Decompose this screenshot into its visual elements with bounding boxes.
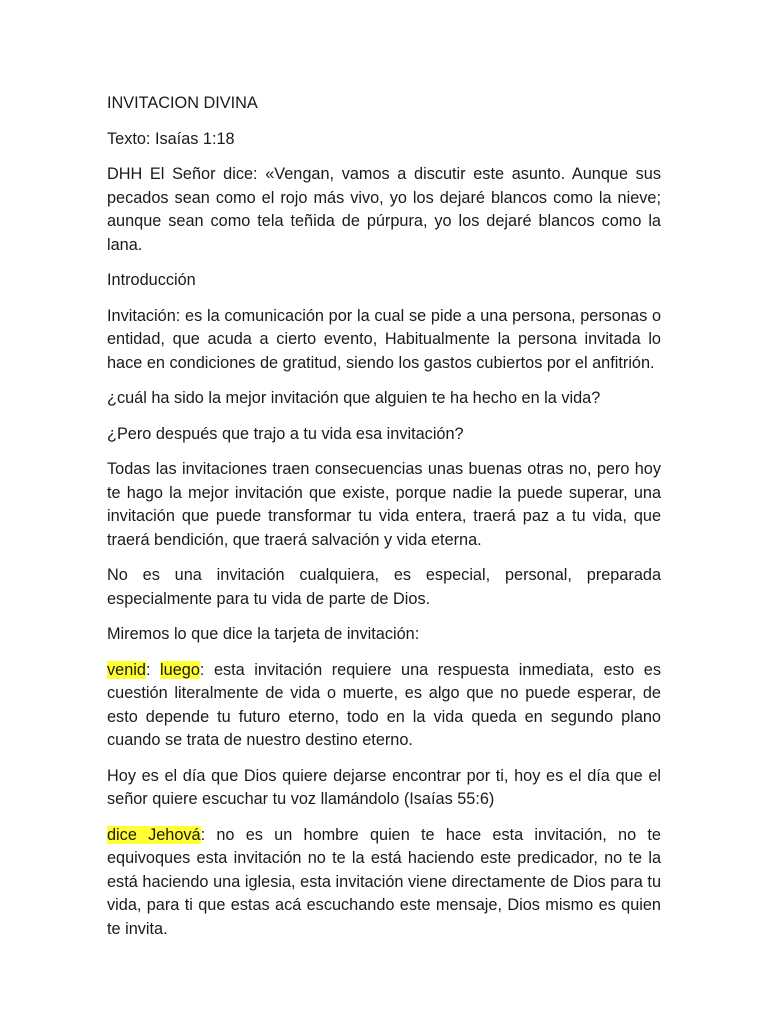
paragraph-special-invitation: No es una invitación cualquiera, es especial, personal, preparada especialmente para tu vida de parte de Dios.: [107, 566, 661, 608]
paragraph-dice-jehova: [107, 824, 661, 942]
scripture-verse: DHH El Señor dice: «Vengan, vamos a discutir este asunto. Aunque sus pecados sean como el rojo más vivo, yo los dejaré blancos como la nieve; aunque sean como tela teñida de púrpura, yo los dejaré blancos como la lana.: [107, 165, 661, 254]
scripture-reference: Texto: Isaías 1:18: [107, 129, 235, 148]
question-best-invitation: ¿cuál ha sido la mejor invitación que alguien te ha hecho en la vida?: [107, 389, 601, 407]
paragraph-invitation-card: Miremos lo que dice la tarjeta de invitación:: [107, 625, 420, 643]
venid-body-text: : esta invitación requiere una respuesta inmediata, esto es cuestión literalmente de vida o muerte, es algo que no puede esperar, de esto depende tu futuro eterno, todo en la vida queda en segundo plano cuando se trata de nuestro destino eterno.: [107, 660, 661, 749]
separator-text: :: [145, 660, 161, 679]
section-heading-introduction: Introducción: [107, 271, 196, 289]
highlight-venid: venid: [107, 660, 146, 679]
document-title: INVITACION DIVINA: [107, 94, 258, 112]
paragraph-venid-luego: [107, 659, 661, 753]
invitation-definition: Invitación: es la comunicación por la cual se pide a una persona, personas o entidad, que acuda a cierto evento, Habitualmente la persona invitada lo hace en condiciones de gratitud, siendo los gastos cubiertos por el anfitrión.: [107, 306, 661, 372]
paragraph-today: Hoy es el día que Dios quiere dejarse encontrar por ti, hoy es el día que el señor quiere escuchar tu voz llamándolo (Isaías 55:6): [107, 766, 661, 808]
paragraph-consequences: Todas las invitaciones traen consecuencias unas buenas otras no, pero hoy te hago la mejor invitación que existe, porque nadie la puede superar, una invitación que puede transformar tu vida entera, traerá paz a tu vida, que traerá bendición, que traerá salvación y vida eterna.: [107, 460, 661, 549]
jehova-body-text: : no es un hombre quien te hace esta invitación, no te equivoques esta invitación no te la está haciendo este predicador, no te la está haciendo una iglesia, esta invitación viene directamente de Dios para tu vida, para ti que estas acá escuchando este mensaje, Dios mismo es quien te invita.: [107, 825, 661, 938]
highlight-dice-jehova: dice Jehová: [107, 825, 201, 844]
question-what-it-brought: ¿Pero después que trajo a tu vida esa invitación?: [107, 424, 464, 443]
highlight-luego: luego: [160, 660, 200, 679]
